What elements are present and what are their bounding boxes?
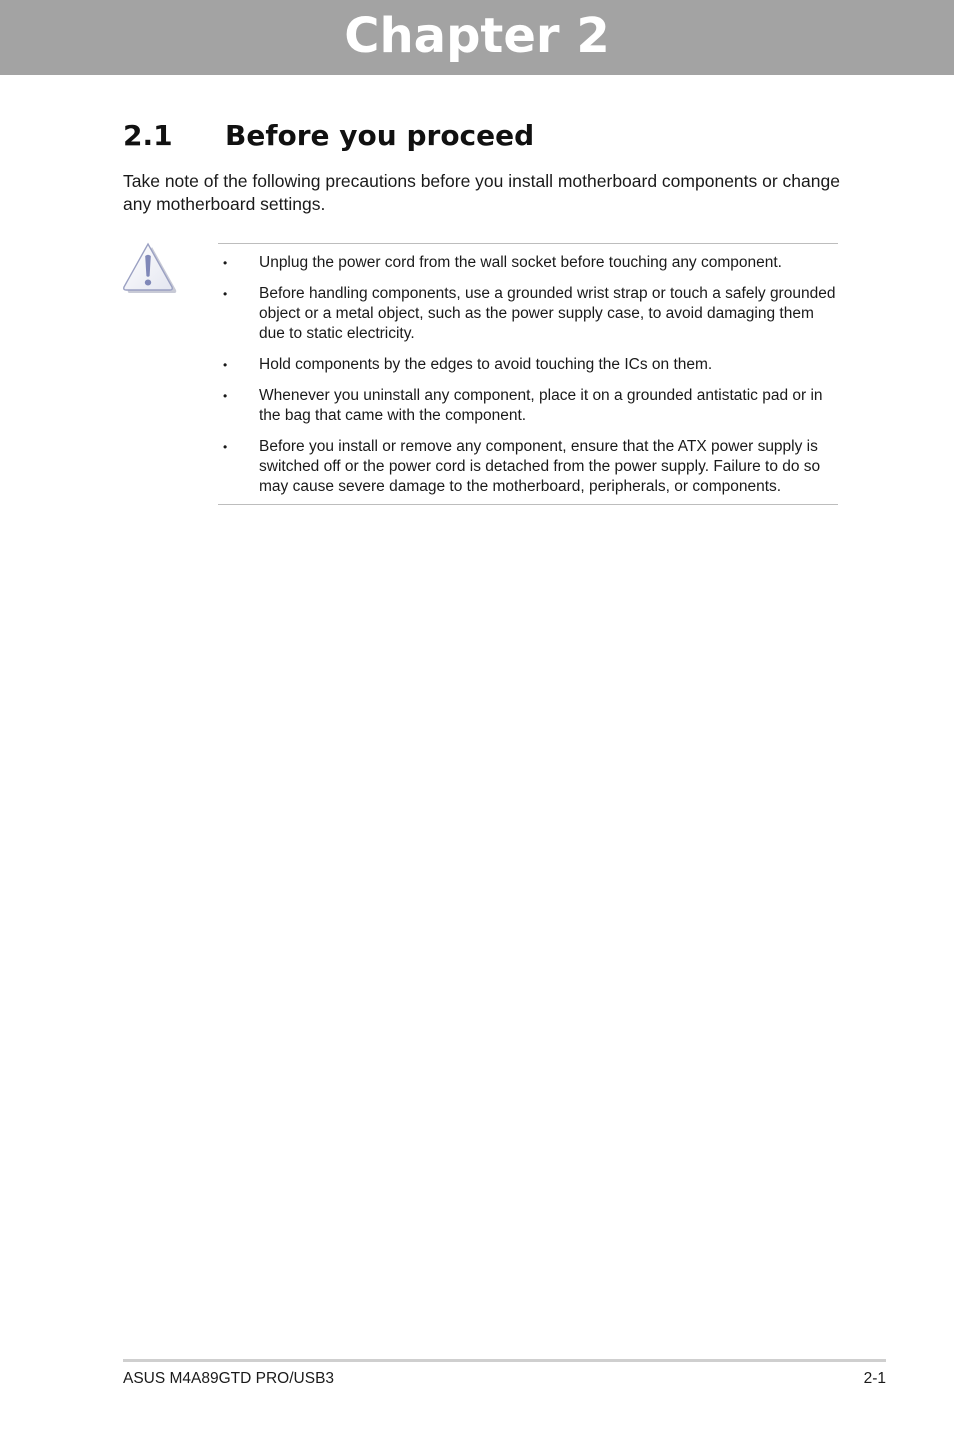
caution-item-text: Unplug the power cord from the wall socket before touching any component. xyxy=(259,254,782,271)
intro-paragraph: Take note of the following precautions before you install motherboard components or change any motherboard settings. xyxy=(123,171,840,214)
section-title: Before you proceed xyxy=(225,119,535,152)
footer-divider xyxy=(123,1359,886,1362)
bullet-icon: • xyxy=(223,440,228,454)
chapter-banner xyxy=(0,0,954,75)
caution-item-text: Before handling components, use a grounded wrist strap or touch a safely grounded object or a metal object, such as the power supply case, to avoid damaging them due to static electricity. xyxy=(259,285,836,342)
caution-box xyxy=(218,243,838,505)
footer-page-number: 2-1 xyxy=(863,1370,886,1387)
caution-list xyxy=(218,253,838,508)
bullet-icon: • xyxy=(223,358,228,372)
chapter-title: Chapter 2 xyxy=(344,7,610,64)
caution-item-text: Before you install or remove any component, ensure that the ATX power supply is switched off or the power cord is detached from the power supply. Failure to do so may cause severe damage to the motherboard, peripherals, or components. xyxy=(259,438,821,495)
caution-item xyxy=(218,253,838,273)
footer-product-name: ASUS M4A89GTD PRO/USB3 xyxy=(123,1370,335,1387)
caution-item xyxy=(218,386,838,426)
caution-item-text: Whenever you uninstall any component, place it on a grounded antistatic pad or in the bag that came with the component. xyxy=(259,387,823,424)
section-number: 2.1 xyxy=(123,119,173,152)
caution-item-text: Hold components by the edges to avoid touching the ICs on them. xyxy=(259,356,713,373)
bullet-icon: • xyxy=(223,256,228,270)
caution-item xyxy=(218,284,838,344)
warning-triangle-icon xyxy=(122,242,178,294)
caution-item xyxy=(218,437,838,497)
bullet-icon: • xyxy=(223,287,228,301)
section-heading xyxy=(123,119,534,152)
caution-item xyxy=(218,355,838,375)
bullet-icon: • xyxy=(223,389,228,403)
